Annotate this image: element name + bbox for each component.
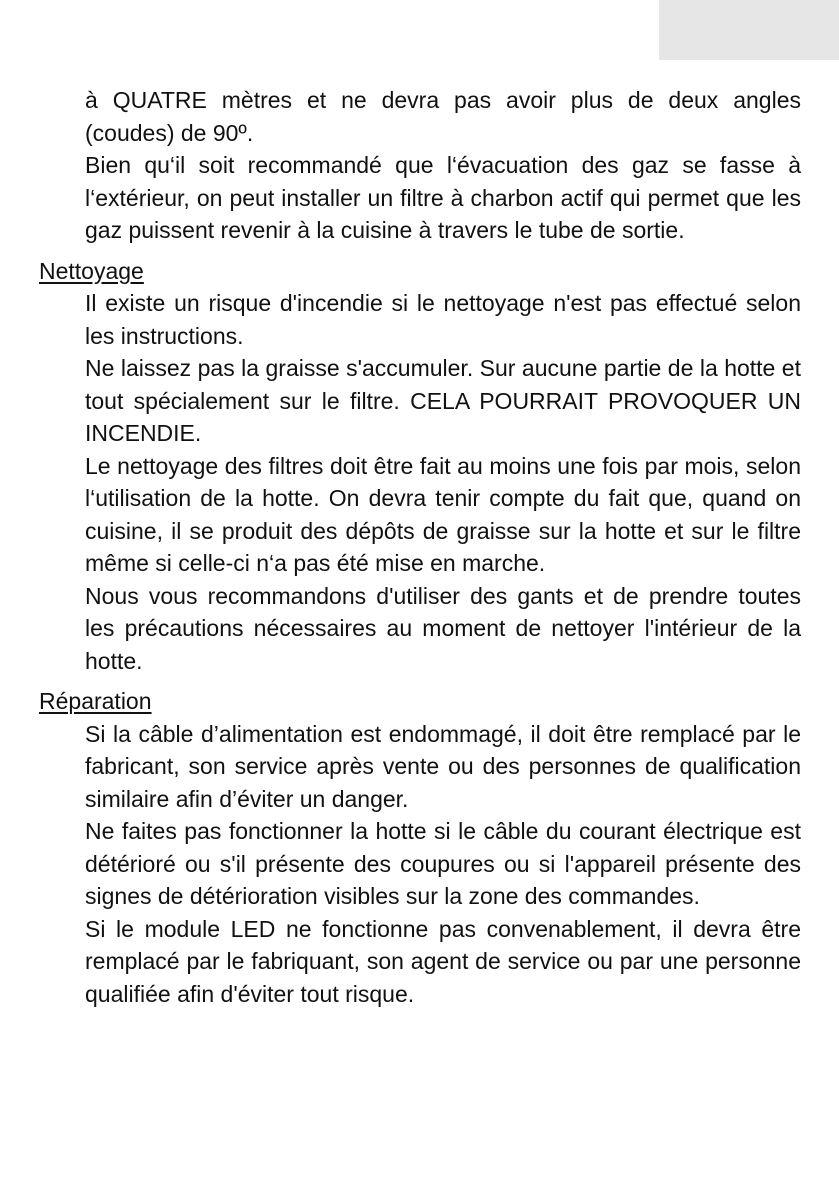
page-content: [0, 84, 839, 1010]
section-heading-reparation: Réparation: [39, 688, 152, 714]
intro-paragraph-2: Bien qu‘il soit recommandé que l‘évacuation des gaz se fasse à l‘extérieur, on peut installer un filtre à charbon actif qui permet que les gaz puissent revenir à la cuisine à travers le tube de sortie.: [85, 152, 801, 243]
reparation-paragraph-2: Ne faites pas fonctionner la hotte si le câble du courant électrique est détérioré ou s'il présente des coupures ou si l'appareil présente des signes de détérioration visibles sur la zone des commandes.: [85, 818, 801, 909]
nettoyage-paragraph-4: Nous vous recommandons d'utiliser des gants et de prendre toutes les précautions nécessaires au moment de nettoyer l'intérieur de la hotte.: [85, 582, 801, 674]
page-corner-tab: [659, 0, 839, 60]
reparation-paragraph-3: Si le module LED ne fonctionne pas convenablement, il devra être remplacé par le fabriquant, son agent de service ou par une personne qualifiée afin d'éviter tout risque.: [85, 915, 801, 1007]
nettoyage-paragraph-2: Ne laissez pas la graisse s'accumuler. Sur aucune partie de la hotte et tout spécialement sur le filtre. CELA POURRAIT PROVOQUER UN INCENDIE.: [85, 355, 801, 446]
section-heading-nettoyage: Nettoyage: [39, 257, 144, 284]
reparation-paragraph-1: Si la câble d’alimentation est endommagé, il doit être remplacé par le fabricant, son service après vente ou des personnes de qualification similaire afin d’éviter un danger.: [85, 720, 801, 812]
nettoyage-paragraph-3: Le nettoyage des filtres doit être fait au moins une fois par mois, selon l‘utilisation de la hotte. On devra tenir compte du fait que, quand on cuisine, il se produit des dépôts de graisse sur la hotte et sur le filtre même si celle-ci n‘a pas été mise en marche.: [85, 452, 801, 576]
intro-paragraph-1: à QUATRE mètres et ne devra pas avoir plus de deux angles (coudes) de 90º.: [85, 87, 801, 146]
nettoyage-paragraph-1: Il existe un risque d'incendie si le nettoyage n'est pas effectué selon les instructions.: [85, 290, 801, 349]
